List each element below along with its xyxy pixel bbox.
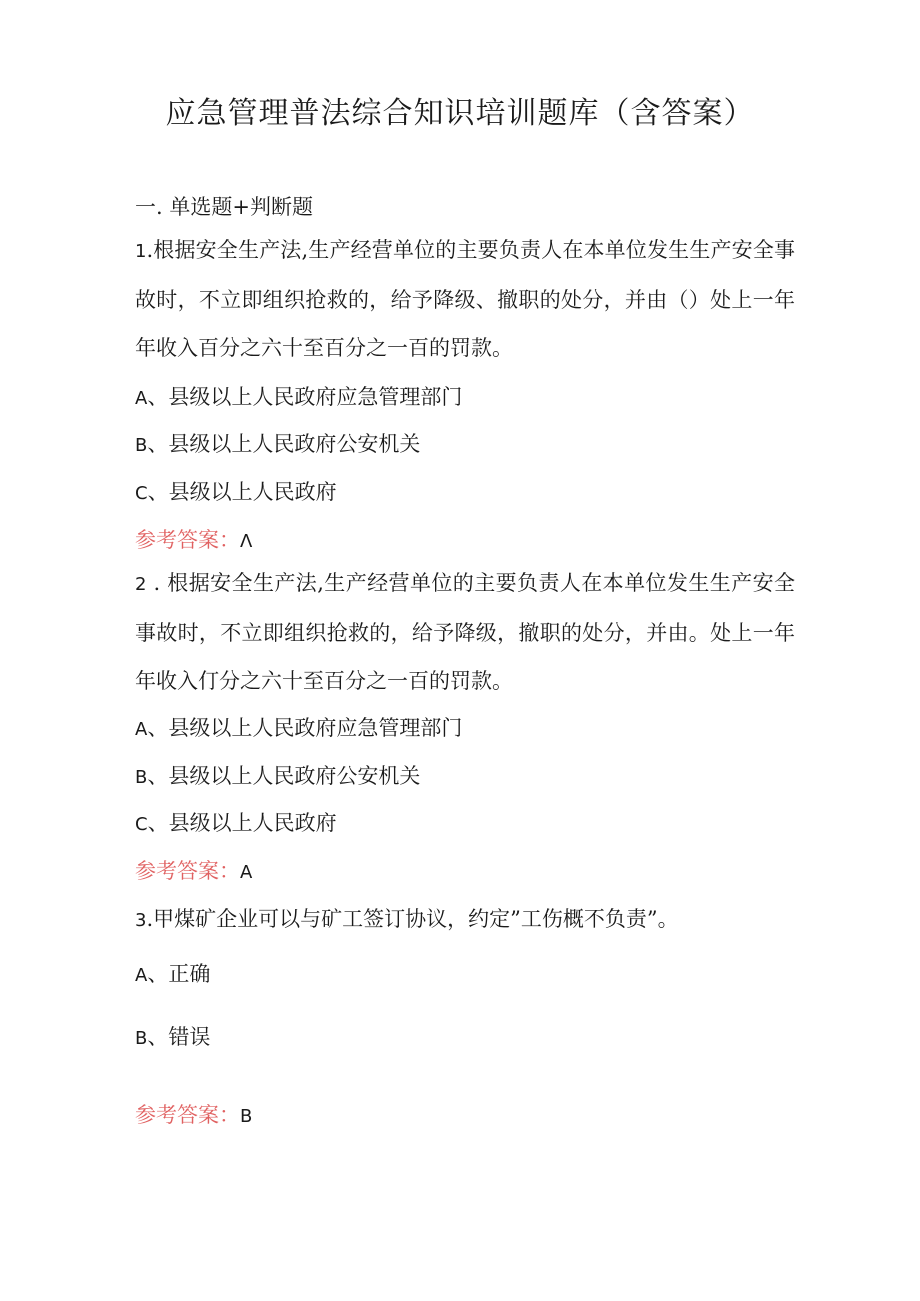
question-2-text bbox=[135, 559, 795, 705]
option-letter: C bbox=[135, 814, 148, 835]
question-2-option-a bbox=[135, 712, 462, 742]
question-2-answer bbox=[135, 855, 252, 885]
question-1-option-b bbox=[135, 428, 420, 458]
question-1-text bbox=[135, 226, 795, 372]
question-3-text bbox=[135, 903, 679, 933]
question-1-option-c bbox=[135, 476, 337, 506]
question-body: .甲煤矿企业可以与矿工签订协议，约定”工伤概不负责”。 bbox=[146, 907, 679, 931]
question-body: .根据安全生产法,生产经营单位的主要负责人在本单位发生生产安全事故时，不立即组织抢救的，给予降级、撤职的处分，并由（）处上一年年收入百分之六十至百分之一百的罚款。 bbox=[135, 238, 795, 360]
option-text: 、县级以上人民政府公安机关 bbox=[147, 432, 421, 456]
option-text: 、县级以上人民政府 bbox=[147, 480, 337, 504]
question-body: . 根据安全生产法,生产经营单位的主要负责人在本单位发生生产安全事故时，不立即组织抢救的，给予降级，撤职的处分，并由。处上一年年收入仃分之六十至百分之一百的罚款。 bbox=[135, 571, 795, 693]
answer-label: 参考答案： bbox=[135, 859, 240, 883]
answer-value: B bbox=[240, 1106, 253, 1127]
answer-value: A bbox=[240, 862, 253, 883]
option-text: 、县级以上人民政府公安机关 bbox=[147, 764, 421, 788]
question-3-answer bbox=[135, 1099, 252, 1129]
question-1-option-a bbox=[135, 381, 462, 411]
option-letter: C bbox=[135, 483, 148, 504]
answer-label: 参考答案： bbox=[135, 528, 240, 552]
question-2-option-c bbox=[135, 807, 337, 837]
option-letter: B bbox=[135, 435, 148, 456]
question-number: 1 bbox=[135, 241, 147, 262]
option-letter: B bbox=[135, 767, 148, 788]
section-heading: 一. 单选题+判断题 bbox=[135, 195, 313, 219]
question-3-option-b bbox=[135, 1021, 210, 1051]
question-3-option-a bbox=[135, 958, 210, 988]
question-number: 3 bbox=[135, 910, 147, 931]
answer-value: Λ bbox=[240, 531, 253, 552]
option-letter: A bbox=[135, 388, 148, 409]
option-text: 、县级以上人民政府 bbox=[147, 811, 337, 835]
option-letter: A bbox=[135, 965, 148, 986]
document-title: 应急管理普法综合知识培训题库（含答案） bbox=[165, 96, 755, 131]
option-text: 、错误 bbox=[147, 1025, 211, 1049]
question-1-answer bbox=[135, 524, 252, 554]
option-letter: A bbox=[135, 719, 148, 740]
option-text: 、县级以上人民政府应急管理部门 bbox=[147, 716, 463, 740]
question-number: 2 bbox=[135, 574, 147, 595]
option-text: 、正确 bbox=[147, 962, 211, 986]
answer-label: 参考答案： bbox=[135, 1103, 240, 1127]
option-letter: B bbox=[135, 1028, 148, 1049]
option-text: 、县级以上人民政府应急管理部门 bbox=[147, 385, 463, 409]
question-2-option-b bbox=[135, 760, 420, 790]
